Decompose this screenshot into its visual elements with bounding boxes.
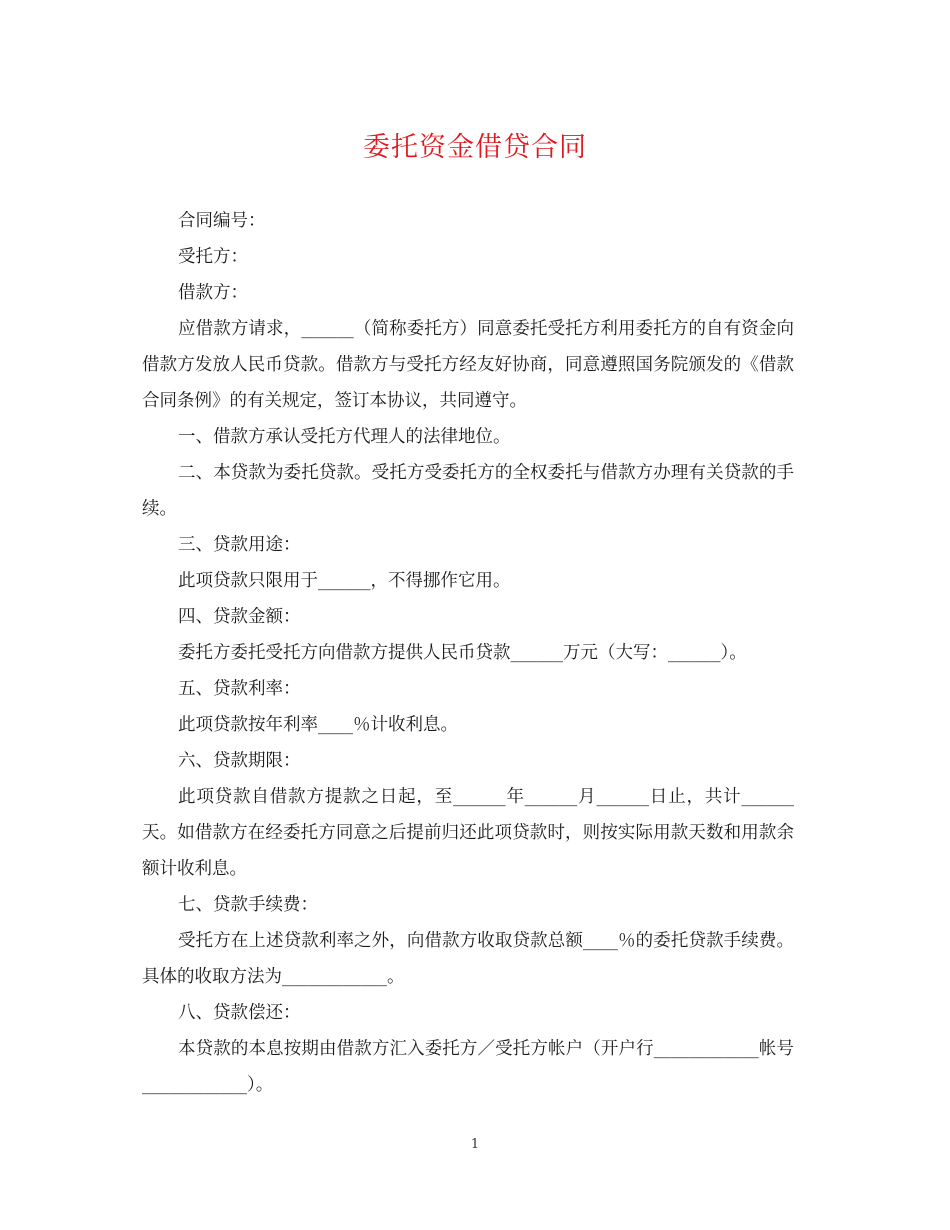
paragraph-clause-8-body: 本贷款的本息按期由借款方汇入委托方／受托方帐户（开户行____________帐号____________）。 [142,1039,794,1095]
paragraph-clause-3-heading: 三、贷款用途： [178,535,301,555]
paragraph-clause-6-body: 此项贷款自借款方提款之日起，至______年______月______日止，共计______天。如借款方在经委托方同意之后提前归还此项贷款时，则按实际用款天数和用款余额计收利息。 [142,787,794,879]
page-title: 委托资金借贷合同 [363,132,587,163]
paragraph-trustee: 受托方： [178,247,248,267]
paragraph-borrower: 借款方： [178,283,248,303]
paragraph-clause-6-heading: 六、贷款期限： [178,751,301,771]
paragraph-clause-4-heading: 四、贷款金额： [178,607,301,627]
paragraph-clause-7-heading: 七、贷款手续费： [178,895,318,915]
contract-body [142,203,794,1103]
paragraph-contract-number: 合同编号： [178,211,266,231]
paragraph-preamble: 应借款方请求，______（简称委托方）同意委托受托方利用委托方的自有资金向借款方发放人民币贷款。借款方与受托方经友好协商，同意遵照国务院颁发的《借款合同条例》的有关规定，签订本协议，共同遵守。 [142,319,794,411]
paragraph-clause-2: 二、本贷款为委托贷款。受托方受委托方的全权委托与借款方办理有关贷款的手续。 [142,463,794,519]
paragraph-clause-3-body: 此项贷款只限用于______，不得挪作它用。 [178,571,511,591]
paragraph-clause-7-body: 受托方在上述贷款利率之外，向借款方收取贷款总额____％的委托贷款手续费。具体的收取方法为____________。 [142,931,794,987]
paragraph-clause-5-body: 此项贷款按年利率____％计收利息。 [178,715,458,735]
paragraph-clause-4-body: 委托方委托受托方向借款方提供人民币贷款______万元（大写：______）。 [178,643,747,663]
paragraph-clause-1: 一、借款方承认受托方代理人的法律地位。 [178,427,511,447]
paragraph-clause-5-heading: 五、贷款利率： [178,679,301,699]
page-number: 1 [470,1137,480,1152]
paragraph-clause-8-heading: 八、贷款偿还： [178,1003,301,1023]
